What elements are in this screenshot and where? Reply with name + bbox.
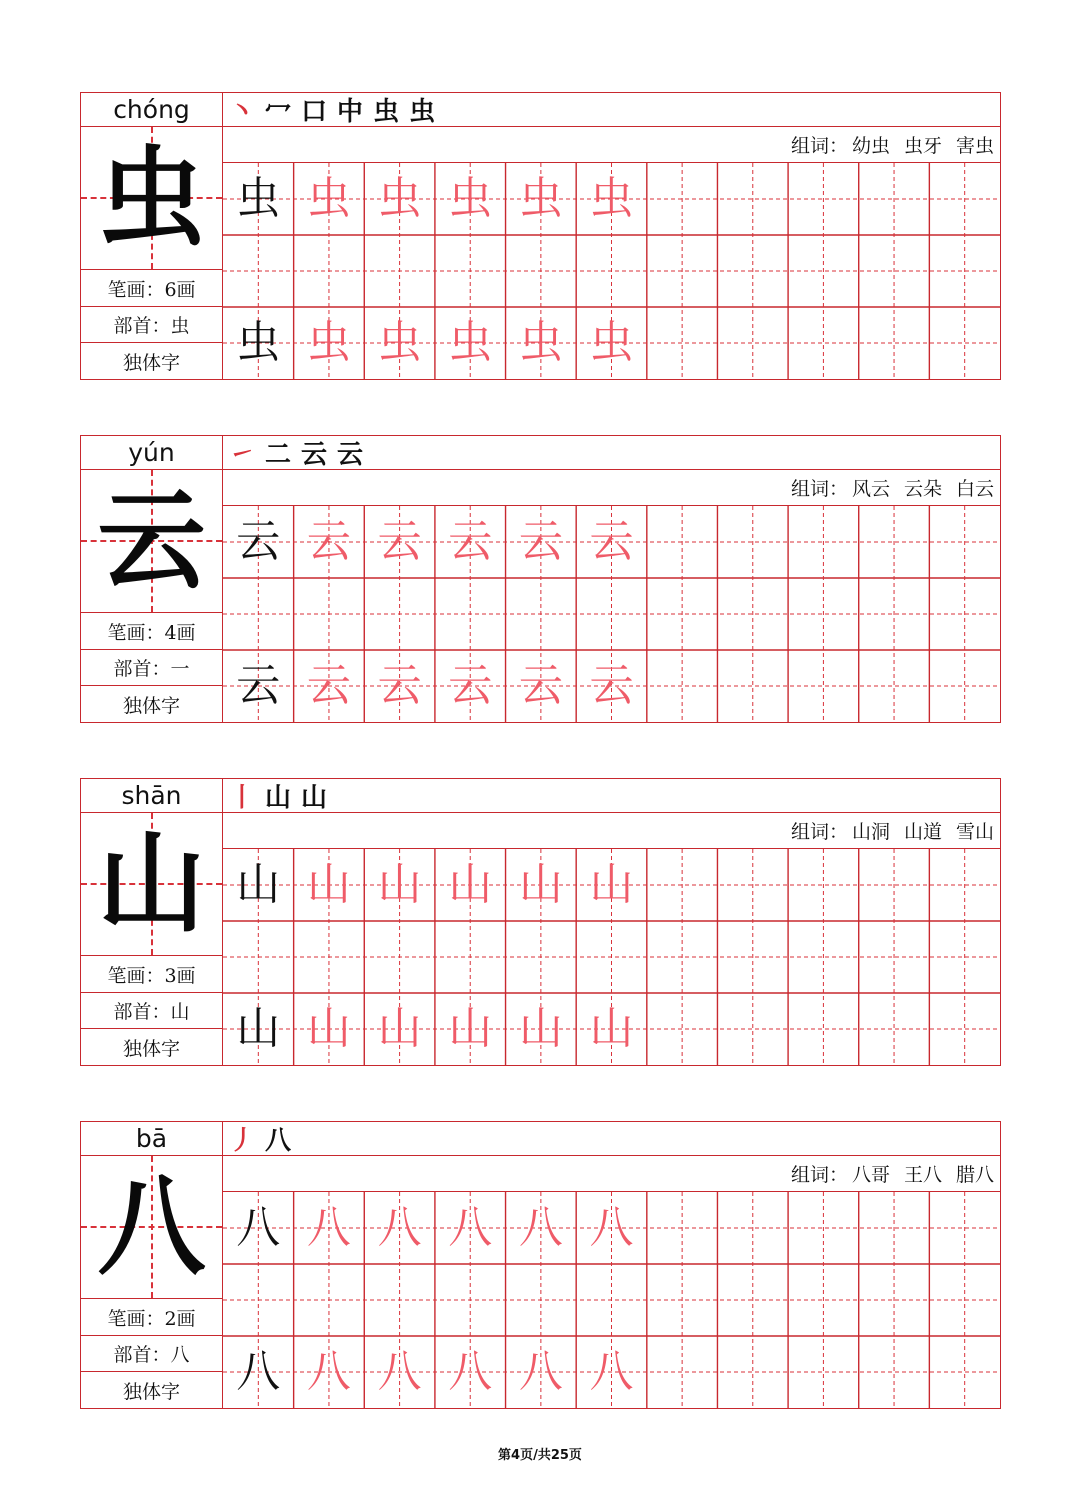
stroke-step: 口 — [301, 97, 328, 127]
pinyin: yún — [81, 436, 222, 470]
stroke-step: 云 — [337, 440, 364, 470]
stroke-count: 笔画：2画 — [81, 1300, 222, 1336]
radical: 部首：虫 — [81, 307, 222, 343]
stroke-step: 二 — [265, 440, 292, 470]
trace-character: 山 — [306, 859, 351, 910]
trace-character: 虫 — [589, 173, 634, 224]
trace-character: 云 — [448, 516, 493, 567]
trace-character: 八 — [589, 1346, 634, 1397]
trace-character: 云 — [518, 660, 563, 711]
model-character: 云 — [236, 516, 281, 567]
trace-character: 虫 — [589, 317, 634, 368]
words-label: 组词： — [790, 135, 848, 157]
model-character: 虫 — [236, 173, 281, 224]
stroke-count: 笔画：3画 — [81, 957, 222, 993]
structure-type: 独体字 — [122, 1037, 180, 1060]
big-character-box — [81, 127, 222, 270]
big-character: 八 — [97, 1164, 206, 1290]
stroke-step: 虫 — [409, 97, 436, 127]
words-label: 组词： — [790, 1164, 848, 1186]
example-word: 云朵 — [903, 478, 942, 500]
model-character: 山 — [236, 1003, 281, 1054]
stroke-step: 山 — [265, 783, 292, 813]
trace-character: 八 — [306, 1346, 351, 1397]
words-label: 组词： — [790, 821, 848, 843]
character-info-column — [81, 93, 223, 379]
trace-character: 云 — [377, 516, 422, 567]
model-character: 云 — [236, 660, 281, 711]
radical: 部首：一 — [81, 650, 222, 686]
stroke-count: 笔画：6画 — [81, 271, 222, 307]
trace-character: 八 — [589, 1202, 634, 1253]
stroke-step: 虫 — [373, 97, 400, 127]
trace-character: 虫 — [518, 173, 563, 224]
page-footer: 第4页/共25页 — [498, 1448, 582, 1463]
character-card — [80, 778, 1001, 1066]
word-examples — [223, 127, 1000, 163]
example-word: 害虫 — [955, 135, 994, 157]
trace-character: 山 — [589, 859, 634, 910]
pinyin: chóng — [81, 93, 222, 127]
structure-type: 独体字 — [122, 1380, 180, 1403]
trace-character: 虫 — [448, 173, 493, 224]
stroke-step: 丶 — [229, 97, 256, 127]
model-character: 八 — [236, 1346, 281, 1397]
big-character: 虫 — [97, 135, 206, 261]
character-info-column — [81, 779, 223, 1065]
example-word: 山道 — [903, 821, 942, 843]
trace-character: 八 — [377, 1346, 422, 1397]
example-word: 王八 — [903, 1164, 942, 1186]
big-character: 山 — [97, 821, 206, 947]
structure-type: 独体字 — [122, 694, 180, 717]
example-word: 幼虫 — [851, 135, 890, 157]
example-word: 八哥 — [851, 1164, 890, 1186]
big-character: 云 — [97, 478, 206, 604]
character-card — [80, 1121, 1001, 1409]
trace-character: 山 — [448, 1003, 493, 1054]
trace-character: 八 — [448, 1202, 493, 1253]
stroke-step: 丿 — [229, 1126, 256, 1156]
trace-character: 八 — [377, 1202, 422, 1253]
big-character-box — [81, 470, 222, 613]
example-word: 虫牙 — [903, 135, 942, 157]
trace-character: 云 — [306, 660, 351, 711]
example-word: 风云 — [851, 478, 890, 500]
trace-character: 山 — [518, 1003, 563, 1054]
stroke-count: 笔画：4画 — [81, 614, 222, 650]
trace-character: 云 — [448, 660, 493, 711]
trace-character: 虫 — [518, 317, 563, 368]
structure-type: 独体字 — [122, 351, 180, 374]
stroke-step: 中 — [337, 97, 364, 127]
stroke-step: 冖 — [265, 97, 292, 127]
stroke-order — [223, 436, 1000, 470]
example-word: 山洞 — [851, 821, 890, 843]
trace-character: 虫 — [377, 317, 422, 368]
character-card — [80, 435, 1001, 723]
trace-character: 云 — [306, 516, 351, 567]
model-character: 八 — [236, 1202, 281, 1253]
stroke-step: 云 — [301, 440, 328, 470]
trace-character: 八 — [518, 1202, 563, 1253]
words-label: 组词： — [790, 478, 848, 500]
trace-character: 云 — [589, 660, 634, 711]
word-examples — [223, 813, 1000, 849]
trace-character: 云 — [377, 660, 422, 711]
trace-character: 虫 — [377, 173, 422, 224]
trace-character: 山 — [377, 859, 422, 910]
stroke-step: ㇀ — [229, 440, 256, 470]
trace-character: 山 — [589, 1003, 634, 1054]
radical: 部首：山 — [81, 993, 222, 1029]
stroke-step: 丨 — [229, 783, 256, 813]
trace-character: 山 — [448, 859, 493, 910]
big-character-box — [81, 813, 222, 956]
trace-character: 八 — [306, 1202, 351, 1253]
trace-character: 山 — [377, 1003, 422, 1054]
stroke-order — [223, 1122, 1000, 1156]
radical: 部首：八 — [81, 1336, 222, 1372]
stroke-order — [223, 93, 1000, 127]
trace-character: 云 — [518, 516, 563, 567]
pinyin: bā — [81, 1122, 222, 1156]
stroke-step: 八 — [265, 1126, 292, 1156]
trace-character: 山 — [518, 859, 563, 910]
model-character: 虫 — [236, 317, 281, 368]
model-character: 山 — [236, 859, 281, 910]
character-info-column — [81, 436, 223, 722]
trace-character: 虫 — [448, 317, 493, 368]
character-info-column — [81, 1122, 223, 1408]
example-word: 腊八 — [955, 1164, 994, 1186]
character-card — [80, 92, 1001, 380]
trace-character: 虫 — [306, 173, 351, 224]
example-word: 雪山 — [955, 821, 994, 843]
trace-character: 八 — [448, 1346, 493, 1397]
trace-character: 八 — [518, 1346, 563, 1397]
pinyin: shān — [81, 779, 222, 813]
trace-character: 山 — [306, 1003, 351, 1054]
stroke-step: 山 — [301, 783, 328, 813]
word-examples — [223, 1156, 1000, 1192]
stroke-order — [223, 779, 1000, 813]
trace-character: 虫 — [306, 317, 351, 368]
word-examples — [223, 470, 1000, 506]
big-character-box — [81, 1156, 222, 1299]
example-word: 白云 — [955, 478, 994, 500]
trace-character: 云 — [589, 516, 634, 567]
